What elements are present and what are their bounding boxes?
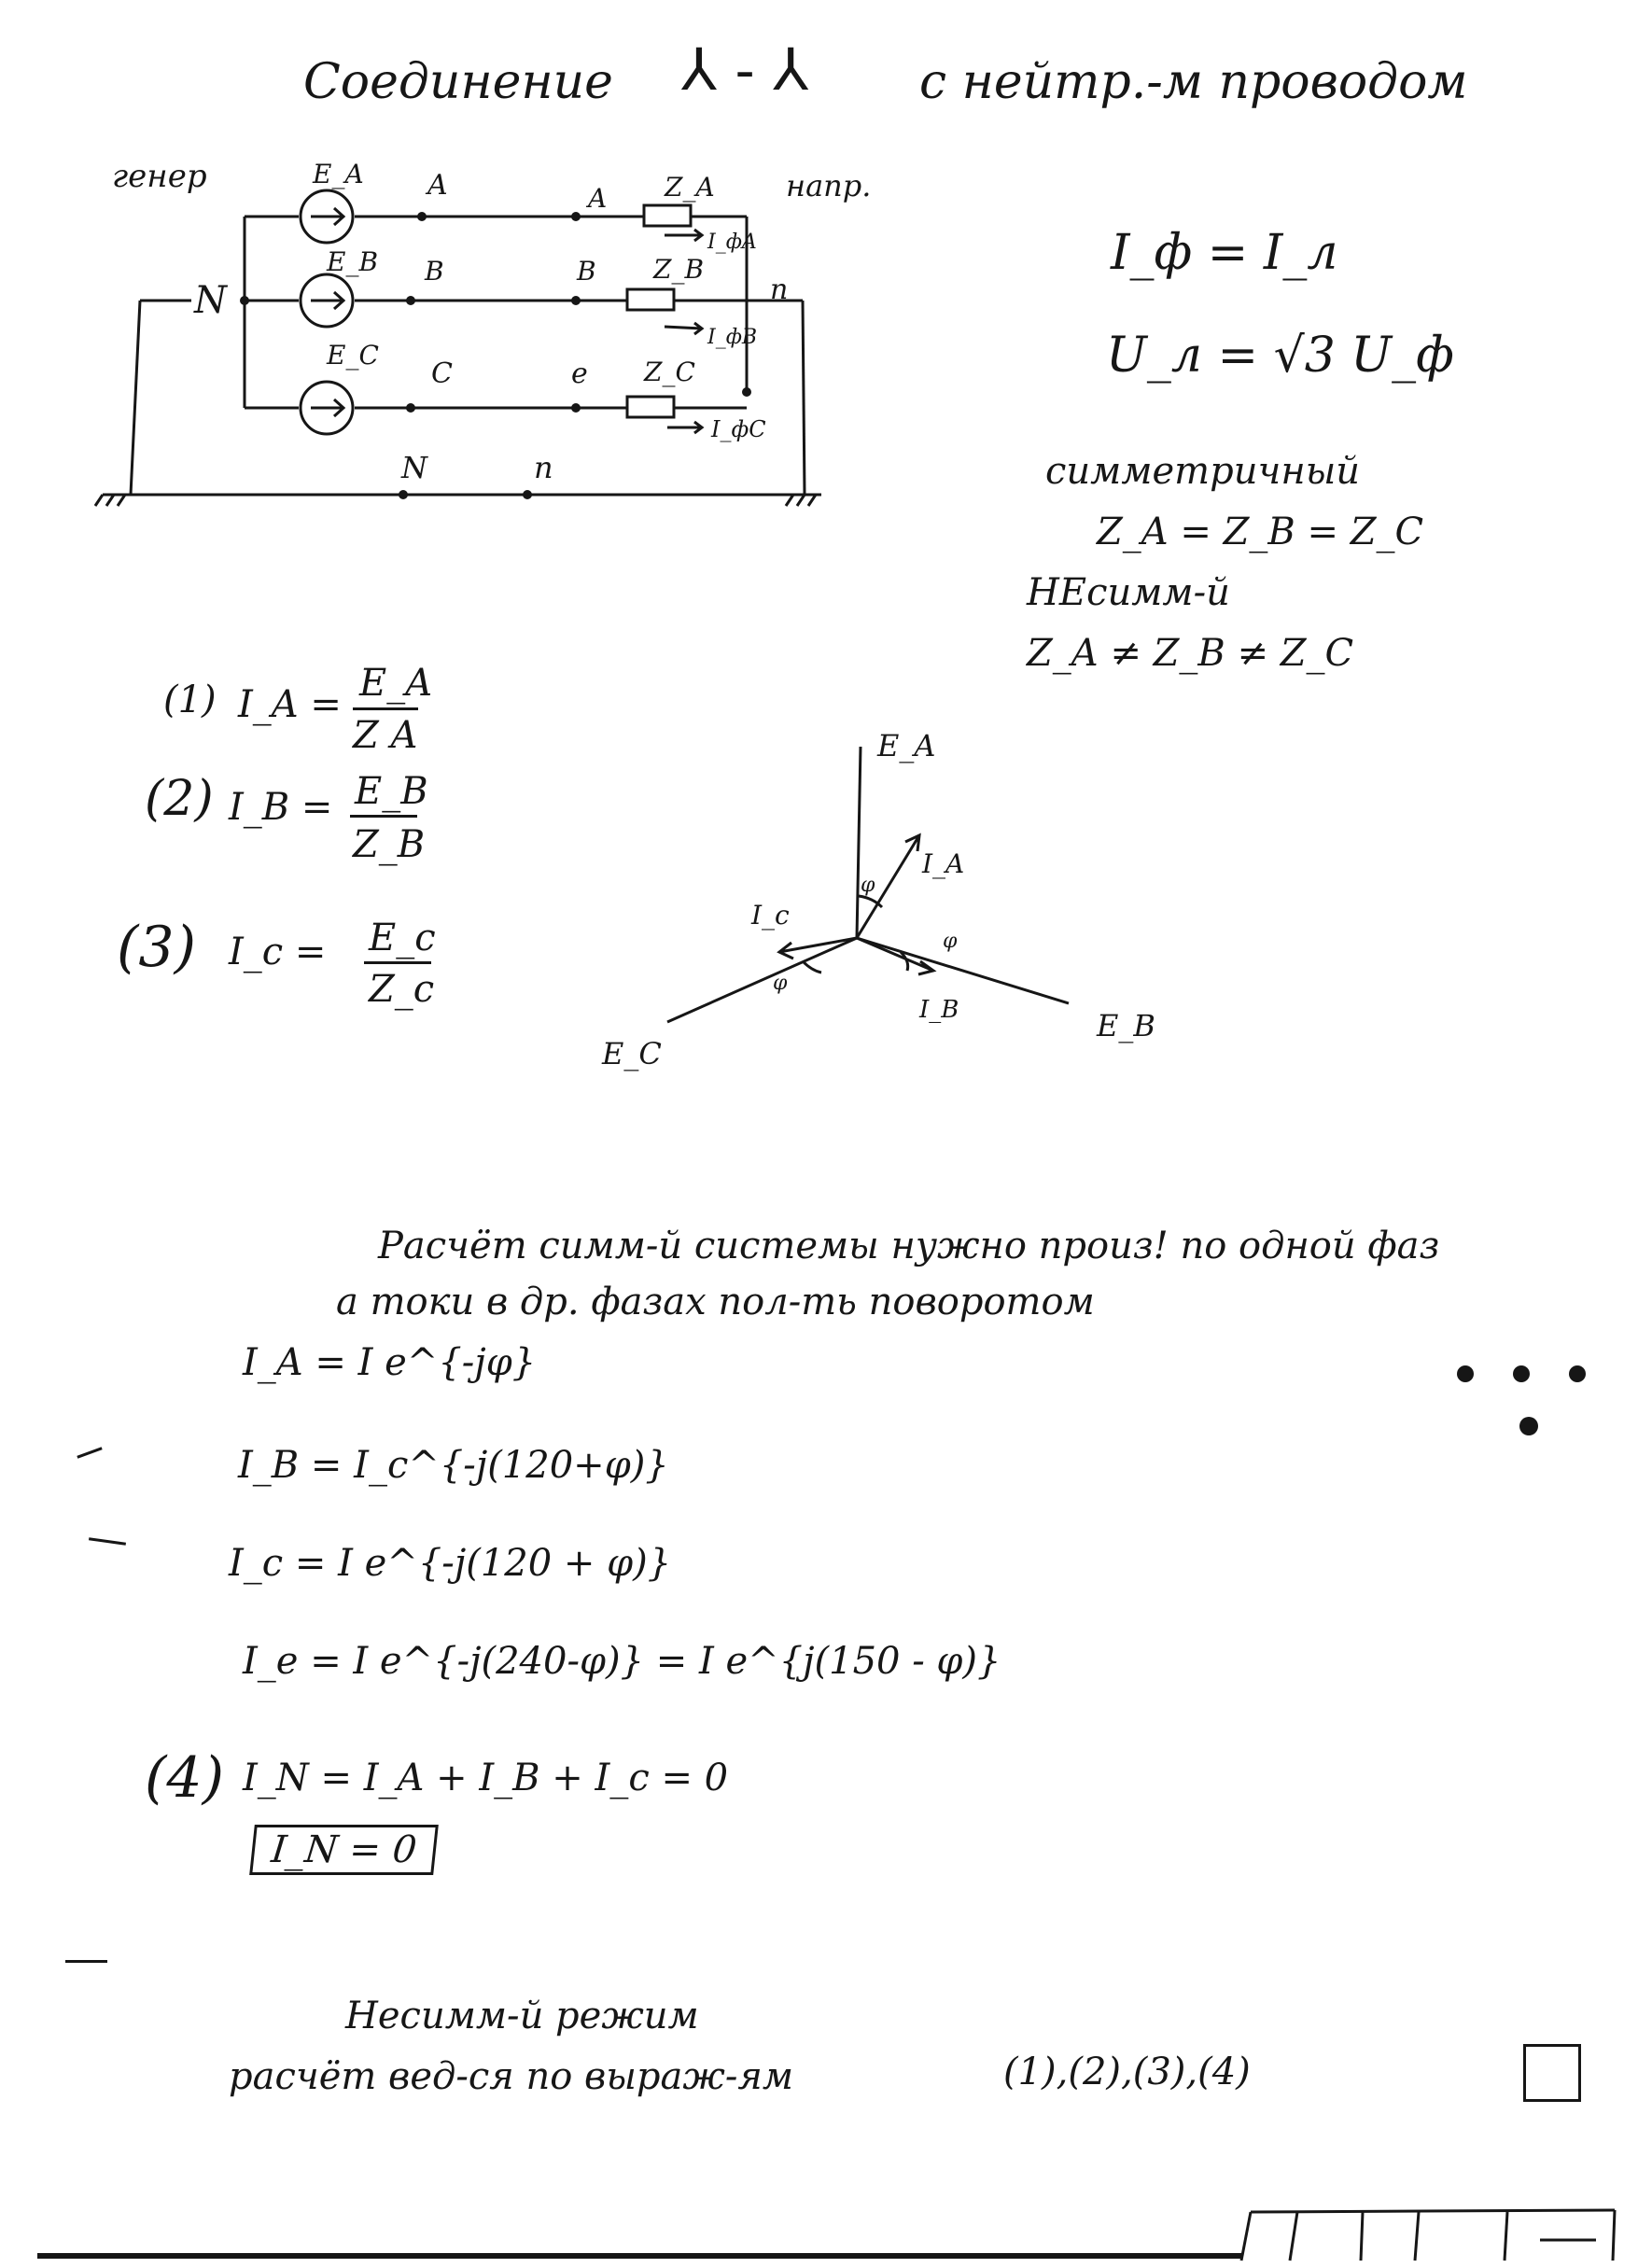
phasor-eb-label: E_B (1097, 1008, 1155, 1043)
formula-ic: I_c = I e^{-j(120 + φ)} (229, 1542, 672, 1585)
ink-dots (1437, 1353, 1624, 1447)
formula-ib: I_B = I_c^{-j(120+φ)} (238, 1444, 669, 1487)
text-line-2: а токи в др. фазах пол-ть поворотом (336, 1281, 1095, 1323)
neutral-right-label: n (770, 273, 789, 306)
equation-3-denominator: Z_c (369, 968, 435, 1011)
bottom-right-marks (1232, 2203, 1652, 2268)
title-left: Соединение (303, 54, 613, 110)
phasor-ic-label: I_c (751, 900, 790, 931)
nonsymmetric-label: НЕсимм-й (1027, 571, 1230, 614)
relation-voltages: U_л = √3 U_ф (1106, 328, 1454, 384)
equation-4-boxed: I_N = 0 (249, 1825, 439, 1875)
symmetric-equation: Z_A = Z_B = Z_C (1097, 511, 1424, 553)
impedance-a-label: Z_A (665, 172, 715, 203)
relation-currents: I_ф = I_л (1111, 225, 1338, 281)
phi-label-a: φ (861, 874, 875, 897)
phi-label-c: φ (773, 972, 788, 995)
node-b-right: B (577, 256, 596, 287)
phasor-ia-label: I_A (922, 848, 965, 879)
node-a-right: A (588, 183, 608, 214)
symmetric-label: симметричный (1045, 450, 1361, 493)
nonsym-calc-text: расчёт вед-ся по выраж-ям (229, 2055, 793, 2098)
equation-2-numerator: E_B (355, 770, 428, 813)
equation-3-number: (3) (117, 915, 196, 980)
equation-1-numerator: E_A (359, 662, 433, 705)
impedance-c-label: Z_C (644, 357, 695, 387)
equation-3-numerator: E_c (369, 917, 436, 959)
formula-ie: I_e = I e^{-j(240-φ)} = I e^{j(150 - φ)} (243, 1640, 1001, 1683)
impedance-b-label: Z_B (653, 254, 705, 285)
node-a-left: A (427, 169, 448, 202)
phi-label-b: φ (943, 930, 958, 953)
equation-2-denominator: Z_B (353, 823, 426, 866)
equation-references: (1),(2),(3),(4) (1003, 2051, 1251, 2093)
checkbox-mark (1523, 2044, 1581, 2102)
emf-b-label: E_B (327, 246, 379, 277)
equation-2-lhs: I_B = (229, 786, 333, 829)
title-right: с нейтр.-м проводом (919, 54, 1468, 110)
node-c-right: e (571, 357, 588, 390)
neutral-bottom-right-label: n (534, 450, 553, 485)
current-a-label: I_фA (707, 231, 757, 254)
neutral-bottom-left-label: N (401, 450, 427, 485)
emf-c-label: E_C (327, 340, 379, 371)
emf-a-label: E_A (313, 159, 364, 189)
phasor-ea-label: E_A (877, 728, 936, 763)
equation-4-number: (4) (145, 1745, 224, 1811)
equation-4: I_N = I_A + I_B + I_c = 0 (243, 1757, 729, 1799)
equation-1-lhs: I_A = (238, 683, 342, 726)
generator-label: генер (112, 158, 207, 195)
nonsymmetric-equation: Z_A ≠ Z_B ≠ Z_C (1027, 632, 1354, 675)
load-label: напр. (786, 168, 872, 203)
phasor-ib-label: I_B (919, 996, 959, 1024)
text-line-1: Расчёт симм-й системы нужно произ! по одной фаз (378, 1225, 1440, 1267)
margin-tick-3 (65, 1960, 107, 1963)
phasor-ec-label: E_C (602, 1036, 662, 1071)
equation-3-lhs: I_c = (229, 931, 327, 973)
title-symbol: ⅄ - ⅄ (681, 35, 809, 104)
equation-1-number: (1) (163, 679, 217, 721)
bottom-edge-line (37, 2253, 1241, 2259)
current-b-label: I_фB (707, 326, 758, 349)
equation-1-denominator: Z A (353, 714, 418, 757)
neutral-left-label: N (194, 279, 227, 322)
node-b-left: B (425, 256, 444, 287)
equation-2-number: (2) (145, 771, 214, 827)
formula-ia: I_A = I e^{-jφ} (243, 1341, 537, 1384)
current-c-label: I_фC (711, 416, 766, 442)
nonsym-mode-title: Несимм-й режим (345, 1995, 699, 2037)
node-c-left: C (431, 357, 453, 390)
